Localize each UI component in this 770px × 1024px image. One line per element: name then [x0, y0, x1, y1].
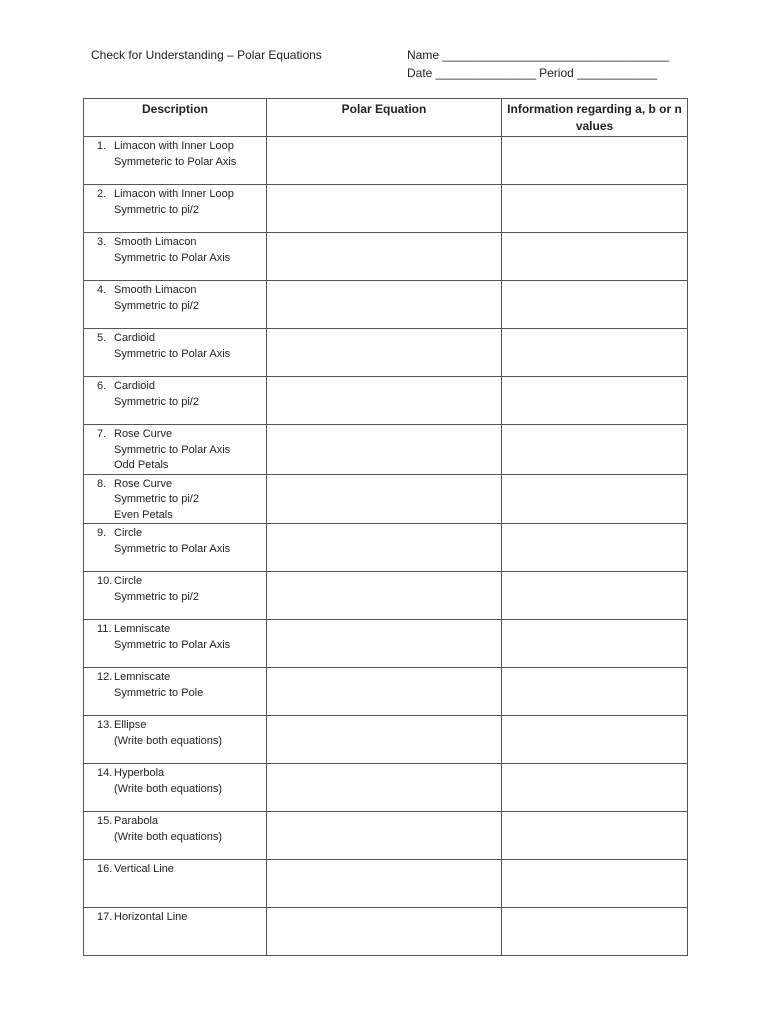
- item-number: 3.: [97, 236, 107, 248]
- shape-name: Smooth Limacon: [114, 284, 197, 296]
- description-line: [97, 331, 266, 347]
- shape-name: Circle: [114, 575, 143, 587]
- description-line: [97, 862, 266, 878]
- shape-name: Cardioid: [114, 332, 155, 344]
- description-cell: [84, 764, 267, 812]
- shape-name: Horizontal Line: [114, 911, 188, 923]
- item-number: 9.: [97, 527, 107, 539]
- information-cell[interactable]: [502, 425, 688, 475]
- symmetry-note: Symmetric to pi/2: [114, 590, 199, 603]
- table-header-row: [84, 99, 688, 137]
- information-cell[interactable]: [502, 137, 688, 185]
- description-cell: [84, 425, 267, 475]
- date-period-field[interactable]: Date _______________ Period ____________: [407, 66, 658, 80]
- description-line: [97, 670, 266, 686]
- shape-name: Vertical Line: [114, 863, 174, 875]
- table-row: [84, 377, 688, 425]
- item-number: 1.: [97, 140, 107, 152]
- description-line: [97, 910, 266, 926]
- column-header-polar-equation: Polar Equation: [267, 99, 502, 137]
- table-row: [84, 572, 688, 620]
- item-number: 2.: [97, 188, 107, 200]
- symmetry-note: (Write both equations): [114, 734, 223, 747]
- information-cell[interactable]: [502, 329, 688, 377]
- description-cell: [84, 908, 267, 956]
- table-row: [84, 281, 688, 329]
- shape-name: Smooth Limacon: [114, 236, 197, 248]
- description-line: [97, 718, 266, 734]
- description-cell: [84, 233, 267, 281]
- column-header-description: Description: [84, 99, 267, 137]
- shape-name: Limacon with Inner Loop: [114, 140, 234, 152]
- table-row: [84, 329, 688, 377]
- polar-equation-cell[interactable]: [267, 425, 502, 475]
- name-field[interactable]: Name __________________________________: [407, 48, 670, 62]
- description-line: [97, 526, 266, 542]
- symmetry-note: Symmetric to pi/2: [114, 395, 199, 408]
- description-line: [97, 139, 266, 155]
- polar-equation-cell[interactable]: [267, 329, 502, 377]
- item-number: 7.: [97, 428, 107, 440]
- item-number: 4.: [97, 284, 107, 296]
- symmetry-note: Symmetric to pi/2: [114, 299, 199, 312]
- table-row: [84, 425, 688, 475]
- item-number: 11.: [97, 623, 112, 635]
- polar-equation-cell[interactable]: [267, 281, 502, 329]
- shape-name: Lemniscate: [114, 671, 171, 683]
- symmetry-note: Symmetric to Pole: [114, 686, 204, 699]
- item-number: 5.: [97, 332, 107, 344]
- description-cell: [84, 185, 267, 233]
- item-number: 17.: [97, 911, 113, 923]
- table-row: [84, 908, 688, 956]
- item-number: 14.: [97, 767, 113, 779]
- shape-name: Parabola: [114, 815, 159, 827]
- description-line: [97, 622, 266, 638]
- information-cell[interactable]: [502, 524, 688, 572]
- table-row: [84, 716, 688, 764]
- information-cell[interactable]: [502, 620, 688, 668]
- description-line: [97, 477, 266, 493]
- information-cell[interactable]: [502, 908, 688, 956]
- shape-name: Rose Curve: [114, 428, 173, 440]
- polar-equation-cell[interactable]: [267, 908, 502, 956]
- shape-name: Hyperbola: [114, 767, 165, 779]
- symmetry-note: Symmetric to pi/2: [114, 493, 199, 505]
- item-number: 8.: [97, 477, 107, 490]
- description-line: [97, 574, 266, 590]
- information-cell[interactable]: [502, 572, 688, 620]
- table-row: [84, 524, 688, 572]
- description-line: [97, 235, 266, 251]
- table-row: [84, 860, 688, 908]
- information-cell[interactable]: [502, 668, 688, 716]
- description-cell: [84, 377, 267, 425]
- information-cell[interactable]: [502, 233, 688, 281]
- petal-note: Odd Petals: [114, 459, 169, 471]
- information-cell[interactable]: [502, 185, 688, 233]
- polar-equation-cell[interactable]: [267, 812, 502, 860]
- symmetry-note: Symmetric to Polar Axis: [114, 443, 231, 456]
- petal-note: Even Petals: [114, 508, 173, 521]
- symmetry-note: (Write both equations): [114, 830, 223, 843]
- description-cell: [84, 572, 267, 620]
- description-line: [97, 766, 266, 782]
- polar-equation-cell[interactable]: [267, 572, 502, 620]
- polar-equation-cell[interactable]: [267, 524, 502, 572]
- item-number: 12.: [97, 671, 113, 683]
- item-number: 15.: [97, 815, 113, 827]
- item-number: 13.: [97, 719, 113, 731]
- shape-name: Ellipse: [114, 719, 147, 731]
- item-number: 10.: [97, 575, 113, 587]
- information-cell[interactable]: [502, 764, 688, 812]
- shape-name: Circle: [114, 527, 143, 539]
- description-line: [97, 814, 266, 830]
- information-cell[interactable]: [502, 716, 688, 764]
- item-number: 6.: [97, 380, 107, 392]
- polar-equation-cell[interactable]: [267, 474, 502, 524]
- worksheet-title: Check for Understanding – Polar Equations: [91, 48, 322, 62]
- polar-equation-cell[interactable]: [267, 233, 502, 281]
- shape-name: Limacon with Inner Loop: [114, 188, 234, 200]
- description-cell: [84, 524, 267, 572]
- description-cell: [84, 281, 267, 329]
- symmetry-note: Symmetric to Polar Axis: [114, 347, 231, 360]
- description-line: [97, 187, 266, 203]
- description-cell: [84, 716, 267, 764]
- polar-equations-table: [83, 98, 688, 956]
- shape-name: Rose Curve: [114, 477, 173, 490]
- symmetry-note: Symmetric to Polar Axis: [114, 542, 231, 555]
- column-header-information: Information regarding a, b or n values: [502, 99, 688, 137]
- polar-equation-cell[interactable]: [267, 860, 502, 908]
- description-cell: [84, 137, 267, 185]
- symmetry-note: Symmetric to pi/2: [114, 203, 199, 216]
- polar-equation-cell[interactable]: [267, 377, 502, 425]
- symmetry-note: Symmetric to Polar Axis: [114, 638, 231, 651]
- polar-equation-cell[interactable]: [267, 764, 502, 812]
- shape-name: Cardioid: [114, 380, 155, 392]
- information-cell[interactable]: [502, 812, 688, 860]
- table-row: [84, 185, 688, 233]
- description-cell: [84, 668, 267, 716]
- symmetry-note: (Write both equations): [114, 782, 223, 795]
- table-row: [84, 620, 688, 668]
- description-line: [97, 283, 266, 299]
- polar-equation-cell[interactable]: [267, 668, 502, 716]
- polar-equation-cell[interactable]: [267, 185, 502, 233]
- table-row: [84, 137, 688, 185]
- description-cell: [84, 860, 267, 908]
- description-cell: [84, 329, 267, 377]
- table-row: [84, 812, 688, 860]
- polar-equation-cell[interactable]: [267, 620, 502, 668]
- item-number: 16.: [97, 863, 113, 875]
- polar-equation-cell[interactable]: [267, 137, 502, 185]
- information-cell[interactable]: [502, 474, 688, 524]
- table-row: [84, 668, 688, 716]
- shape-name: Lemniscate: [114, 623, 171, 635]
- symmetry-note: Symmetric to Polar Axis: [114, 251, 231, 264]
- description-cell: [84, 474, 267, 524]
- table-row: [84, 764, 688, 812]
- description-line: [97, 379, 266, 395]
- information-cell[interactable]: [502, 377, 688, 425]
- table-row: [84, 474, 688, 524]
- polar-equation-cell[interactable]: [267, 716, 502, 764]
- information-cell[interactable]: [502, 281, 688, 329]
- symmetry-note: Symmeteric to Polar Axis: [114, 155, 237, 168]
- description-cell: [84, 812, 267, 860]
- description-line: [97, 427, 266, 443]
- table-row: [84, 233, 688, 281]
- information-cell[interactable]: [502, 860, 688, 908]
- description-cell: [84, 620, 267, 668]
